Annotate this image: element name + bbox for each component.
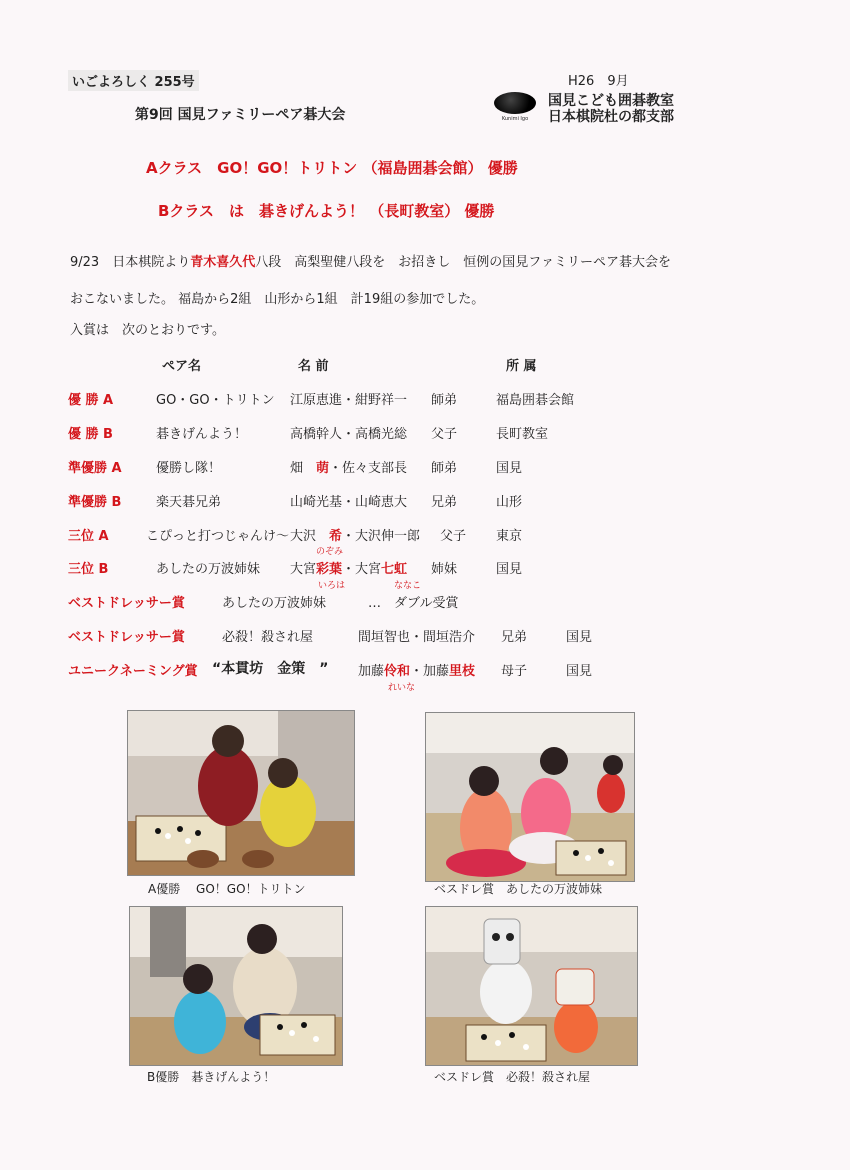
member-names xyxy=(290,525,420,544)
name-highlight: 伶和 xyxy=(384,664,411,679)
relation: 母子 xyxy=(501,664,528,679)
header-affiliation: 所 属 xyxy=(506,359,537,374)
affiliation: 福島囲碁会館 xyxy=(496,393,575,408)
award-title: ユニークネーミング賞 xyxy=(68,664,198,679)
relation: 師弟 xyxy=(431,393,458,408)
name-part: ・大沢伸一郎 xyxy=(342,529,421,544)
photo-best-dresser-sisters xyxy=(425,712,635,882)
affiliation: 国見 xyxy=(496,562,523,577)
member-names: 江原恵進・紺野祥一 xyxy=(290,393,408,408)
relation: 父子 xyxy=(440,529,467,544)
rank-label: 優 勝 A xyxy=(68,393,114,408)
org-name-1: 国見こども囲碁教室 xyxy=(548,93,674,109)
name-highlight: 萌 xyxy=(316,461,330,476)
pair-name: 優勝し隊！ xyxy=(156,461,222,476)
relation: 姉妹 xyxy=(431,562,458,577)
rank-label: 三位 A xyxy=(68,529,109,544)
club-logo xyxy=(494,92,536,122)
rank-label: 三位 B xyxy=(68,562,109,577)
pair-name: あしたの万波姉妹 xyxy=(156,562,261,577)
event-title: 第9回 国見ファミリーペア碁大会 xyxy=(135,107,346,123)
member-names xyxy=(290,558,407,577)
award-title: ベストドレッサー賞 xyxy=(68,630,185,645)
newsletter-issue: いごよろしく 255号 xyxy=(68,70,199,91)
intro-line1-pre: 9/23 日本棋院より xyxy=(70,255,191,270)
affiliation: 長町教室 xyxy=(496,427,549,442)
pair-name: 楽天碁兄弟 xyxy=(156,495,222,510)
name-highlight: 七虹 xyxy=(381,562,408,577)
pair-name: GO・GO・トリトン xyxy=(156,393,275,408)
header-pair: ペア名 xyxy=(162,359,202,374)
intro-line1-red: 青木 xyxy=(190,255,217,270)
intro-line-1 xyxy=(70,251,671,270)
intro-line-2: おこないました。 福島から2組 山形から1組 計19組の参加でした。 xyxy=(70,292,485,307)
rank-label: 優 勝 B xyxy=(68,427,113,442)
pair-name: 碁きげんよう！ xyxy=(156,427,248,442)
pair-name: あしたの万波姉妹 xyxy=(222,596,327,611)
name-highlight: 里枝 xyxy=(449,664,476,679)
affiliation: 国見 xyxy=(566,664,593,679)
photo-b-winners xyxy=(129,906,343,1066)
org-name-2: 日本棋院杜の都支部 xyxy=(548,109,674,125)
headline-b-class: Bクラス は 碁きげんよう！ （長町教室） 優勝 xyxy=(158,202,495,220)
affiliation: 東京 xyxy=(496,529,523,544)
relation: 師弟 xyxy=(431,461,458,476)
furigana: のぞみ xyxy=(316,547,344,557)
photo-caption: A優勝 GO！GO！トリトン xyxy=(148,882,306,896)
pair-name: こぴっと打つじゃんけ～ xyxy=(146,529,290,544)
member-names: 間垣智也・間垣浩介 xyxy=(358,630,476,645)
name-highlight: 彩葉 xyxy=(316,562,343,577)
affiliation: 国見 xyxy=(496,461,523,476)
member-names: 高橋幹人・高橋光総 xyxy=(290,427,408,442)
award-title: ベストドレッサー賞 xyxy=(68,596,185,611)
furigana: いろは xyxy=(318,581,346,591)
name-part: ・大宮 xyxy=(342,562,382,577)
intro-line-3: 入賞は 次のとおりです。 xyxy=(70,323,225,338)
issue-date: H26 9月 xyxy=(568,74,629,89)
go-stone-icon xyxy=(494,92,536,114)
name-part: ・佐々支部長 xyxy=(329,461,408,476)
pair-name: 必殺！殺され屋 xyxy=(222,630,314,645)
rank-label: 準優勝 B xyxy=(68,495,122,510)
header-name: 名 前 xyxy=(298,359,329,374)
affiliation: 国見 xyxy=(566,630,593,645)
headline-a-class: Aクラス GO！GO！トリトン （福島囲碁会館） 優勝 xyxy=(146,159,518,177)
furigana: れいな xyxy=(388,683,416,693)
relation: 父子 xyxy=(431,427,458,442)
award-note: … ダブル受賞 xyxy=(368,596,459,611)
name-part: 加藤 xyxy=(358,664,385,679)
photo-a-winners xyxy=(127,710,355,876)
photo-caption: ベスドレ賞 あしたの万波姉妹 xyxy=(434,882,603,896)
photo-best-dresser-killers xyxy=(425,906,638,1066)
pair-name: “本貫坊 金策 ” xyxy=(212,661,329,677)
furigana: ななこ xyxy=(394,581,422,591)
affiliation: 山形 xyxy=(496,495,523,510)
name-highlight: 希 xyxy=(329,529,343,544)
name-part: 大沢 xyxy=(290,529,330,544)
member-names: 山崎光基・山崎恵大 xyxy=(290,495,408,510)
name-part: 大宮 xyxy=(290,562,317,577)
photo-caption: ベスドレ賞 必殺！殺され屋 xyxy=(434,1070,591,1084)
photo-caption: B優勝 碁きげんよう！ xyxy=(147,1070,276,1084)
name-part: 畑 xyxy=(290,461,317,476)
intro-line1-post: 八段 高梨聖健八段を お招きし 恒例の国見ファミリーペア碁大会を xyxy=(255,255,671,270)
relation: 兄弟 xyxy=(431,495,458,510)
rank-label: 準優勝 A xyxy=(68,461,122,476)
member-names xyxy=(358,660,475,679)
member-names xyxy=(290,457,407,476)
name-part: ・加藤 xyxy=(410,664,450,679)
relation: 兄弟 xyxy=(501,630,528,645)
logo-caption: Kunimi Igo xyxy=(501,116,529,122)
intro-line1-redbold: 喜久代 xyxy=(216,255,256,270)
